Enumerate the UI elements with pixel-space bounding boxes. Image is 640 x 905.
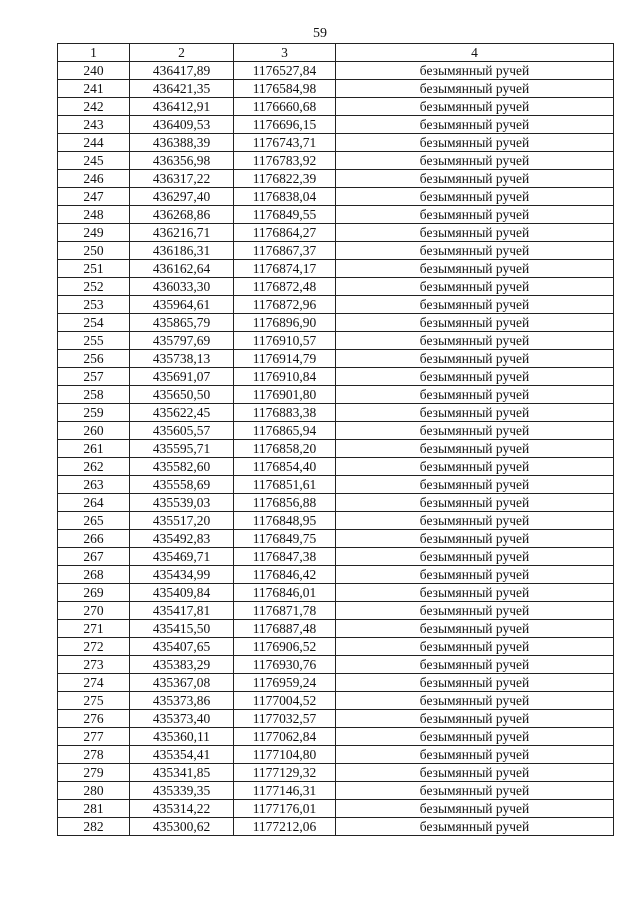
table-row (58, 800, 614, 818)
y-coordinate-cell: 1176856,88 (234, 494, 336, 512)
x-coordinate-cell: 435367,08 (130, 674, 234, 692)
table-row (58, 242, 614, 260)
description-cell: безымянный ручей (336, 602, 614, 620)
y-coordinate-cell: 1176660,68 (234, 98, 336, 116)
x-coordinate-cell: 435469,71 (130, 548, 234, 566)
table-row (58, 440, 614, 458)
description-cell: безымянный ручей (336, 206, 614, 224)
table-row (58, 260, 614, 278)
x-coordinate-cell: 435409,84 (130, 584, 234, 602)
point-number-cell: 245 (58, 152, 130, 170)
description-cell: безымянный ручей (336, 386, 614, 404)
point-number-cell: 251 (58, 260, 130, 278)
table-row (58, 494, 614, 512)
table-body (58, 62, 614, 836)
x-coordinate-cell: 436409,53 (130, 116, 234, 134)
table-row (58, 386, 614, 404)
y-coordinate-cell: 1177062,84 (234, 728, 336, 746)
point-number-cell: 281 (58, 800, 130, 818)
x-coordinate-cell: 436412,91 (130, 98, 234, 116)
y-coordinate-cell: 1177176,01 (234, 800, 336, 818)
y-coordinate-cell: 1176874,17 (234, 260, 336, 278)
description-cell: безымянный ручей (336, 242, 614, 260)
point-number-cell: 270 (58, 602, 130, 620)
y-coordinate-cell: 1176851,61 (234, 476, 336, 494)
description-cell: безымянный ручей (336, 98, 614, 116)
table-row (58, 458, 614, 476)
x-coordinate-cell: 435373,86 (130, 692, 234, 710)
description-cell: безымянный ручей (336, 800, 614, 818)
x-coordinate-cell: 435582,60 (130, 458, 234, 476)
y-coordinate-cell: 1176872,96 (234, 296, 336, 314)
x-coordinate-cell: 436421,35 (130, 80, 234, 98)
header-cell-4: 4 (336, 44, 614, 62)
y-coordinate-cell: 1176901,80 (234, 386, 336, 404)
table-row (58, 62, 614, 80)
description-cell: безымянный ручей (336, 764, 614, 782)
table-row (58, 422, 614, 440)
description-cell: безымянный ручей (336, 62, 614, 80)
description-cell: безымянный ручей (336, 530, 614, 548)
description-cell: безымянный ручей (336, 152, 614, 170)
point-number-cell: 258 (58, 386, 130, 404)
y-coordinate-cell: 1176883,38 (234, 404, 336, 422)
y-coordinate-cell: 1176783,92 (234, 152, 336, 170)
point-number-cell: 272 (58, 638, 130, 656)
x-coordinate-cell: 435622,45 (130, 404, 234, 422)
table-row (58, 620, 614, 638)
table-row (58, 728, 614, 746)
point-number-cell: 257 (58, 368, 130, 386)
table-row (58, 782, 614, 800)
point-number-cell: 280 (58, 782, 130, 800)
description-cell: безымянный ручей (336, 638, 614, 656)
x-coordinate-cell: 435434,99 (130, 566, 234, 584)
description-cell: безымянный ручей (336, 440, 614, 458)
description-cell: безымянный ручей (336, 674, 614, 692)
y-coordinate-cell: 1177004,52 (234, 692, 336, 710)
x-coordinate-cell: 435407,65 (130, 638, 234, 656)
y-coordinate-cell: 1176822,39 (234, 170, 336, 188)
x-coordinate-cell: 435383,29 (130, 656, 234, 674)
description-cell: безымянный ручей (336, 458, 614, 476)
y-coordinate-cell: 1176527,84 (234, 62, 336, 80)
x-coordinate-cell: 435417,81 (130, 602, 234, 620)
x-coordinate-cell: 435341,85 (130, 764, 234, 782)
y-coordinate-cell: 1177212,06 (234, 818, 336, 836)
y-coordinate-cell: 1176910,57 (234, 332, 336, 350)
description-cell: безымянный ручей (336, 584, 614, 602)
table-row (58, 674, 614, 692)
y-coordinate-cell: 1176696,15 (234, 116, 336, 134)
point-number-cell: 275 (58, 692, 130, 710)
y-coordinate-cell: 1176847,38 (234, 548, 336, 566)
point-number-cell: 263 (58, 476, 130, 494)
x-coordinate-cell: 435492,83 (130, 530, 234, 548)
description-cell: безымянный ручей (336, 818, 614, 836)
header-row (58, 44, 614, 62)
description-cell: безымянный ручей (336, 728, 614, 746)
description-cell: безымянный ручей (336, 188, 614, 206)
point-number-cell: 241 (58, 80, 130, 98)
y-coordinate-cell: 1176914,79 (234, 350, 336, 368)
point-number-cell: 282 (58, 818, 130, 836)
table-row (58, 566, 614, 584)
description-cell: безымянный ручей (336, 134, 614, 152)
x-coordinate-cell: 435354,41 (130, 746, 234, 764)
y-coordinate-cell: 1176848,95 (234, 512, 336, 530)
point-number-cell: 244 (58, 134, 130, 152)
table-row (58, 116, 614, 134)
x-coordinate-cell: 436268,86 (130, 206, 234, 224)
x-coordinate-cell: 436162,64 (130, 260, 234, 278)
description-cell: безымянный ручей (336, 494, 614, 512)
point-number-cell: 266 (58, 530, 130, 548)
description-cell: безымянный ручей (336, 350, 614, 368)
x-coordinate-cell: 435691,07 (130, 368, 234, 386)
x-coordinate-cell: 435300,62 (130, 818, 234, 836)
table-row (58, 206, 614, 224)
table-row (58, 224, 614, 242)
y-coordinate-cell: 1176959,24 (234, 674, 336, 692)
y-coordinate-cell: 1177146,31 (234, 782, 336, 800)
point-number-cell: 250 (58, 242, 130, 260)
table-row (58, 350, 614, 368)
point-number-cell: 277 (58, 728, 130, 746)
point-number-cell: 253 (58, 296, 130, 314)
table-row (58, 764, 614, 782)
x-coordinate-cell: 435964,61 (130, 296, 234, 314)
description-cell: безымянный ручей (336, 566, 614, 584)
x-coordinate-cell: 436297,40 (130, 188, 234, 206)
table-row (58, 278, 614, 296)
x-coordinate-cell: 436417,89 (130, 62, 234, 80)
point-number-cell: 264 (58, 494, 130, 512)
table-row (58, 512, 614, 530)
header-cell-2: 2 (130, 44, 234, 62)
y-coordinate-cell: 1176858,20 (234, 440, 336, 458)
table-row (58, 188, 614, 206)
x-coordinate-cell: 436356,98 (130, 152, 234, 170)
y-coordinate-cell: 1177032,57 (234, 710, 336, 728)
description-cell: безымянный ручей (336, 692, 614, 710)
description-cell: безымянный ручей (336, 710, 614, 728)
table-row (58, 314, 614, 332)
x-coordinate-cell: 435373,40 (130, 710, 234, 728)
table-row (58, 98, 614, 116)
description-cell: безымянный ручей (336, 224, 614, 242)
y-coordinate-cell: 1176871,78 (234, 602, 336, 620)
point-number-cell: 278 (58, 746, 130, 764)
x-coordinate-cell: 436216,71 (130, 224, 234, 242)
table-row (58, 710, 614, 728)
description-cell: безымянный ручей (336, 746, 614, 764)
description-cell: безымянный ручей (336, 404, 614, 422)
point-number-cell: 274 (58, 674, 130, 692)
point-number-cell: 273 (58, 656, 130, 674)
description-cell: безымянный ручей (336, 620, 614, 638)
table-row (58, 548, 614, 566)
y-coordinate-cell: 1177104,80 (234, 746, 336, 764)
description-cell: безымянный ручей (336, 368, 614, 386)
header-cell-3: 3 (234, 44, 336, 62)
table-row (58, 152, 614, 170)
point-number-cell: 246 (58, 170, 130, 188)
x-coordinate-cell: 435558,69 (130, 476, 234, 494)
y-coordinate-cell: 1176910,84 (234, 368, 336, 386)
y-coordinate-cell: 1176930,76 (234, 656, 336, 674)
point-number-cell: 271 (58, 620, 130, 638)
description-cell: безымянный ручей (336, 656, 614, 674)
page-number: 59 (313, 26, 327, 41)
point-number-cell: 247 (58, 188, 130, 206)
point-number-cell: 255 (58, 332, 130, 350)
table-header (58, 44, 614, 62)
point-number-cell: 254 (58, 314, 130, 332)
point-number-cell: 243 (58, 116, 130, 134)
description-cell: безымянный ручей (336, 260, 614, 278)
x-coordinate-cell: 435415,50 (130, 620, 234, 638)
point-number-cell: 262 (58, 458, 130, 476)
x-coordinate-cell: 435865,79 (130, 314, 234, 332)
y-coordinate-cell: 1176846,42 (234, 566, 336, 584)
point-number-cell: 248 (58, 206, 130, 224)
description-cell: безымянный ручей (336, 278, 614, 296)
table-row (58, 170, 614, 188)
x-coordinate-cell: 436388,39 (130, 134, 234, 152)
point-number-cell: 249 (58, 224, 130, 242)
description-cell: безымянный ручей (336, 422, 614, 440)
description-cell: безымянный ручей (336, 548, 614, 566)
point-number-cell: 276 (58, 710, 130, 728)
point-number-cell: 279 (58, 764, 130, 782)
description-cell: безымянный ручей (336, 80, 614, 98)
y-coordinate-cell: 1176854,40 (234, 458, 336, 476)
x-coordinate-cell: 435605,57 (130, 422, 234, 440)
y-coordinate-cell: 1176872,48 (234, 278, 336, 296)
description-cell: безымянный ручей (336, 116, 614, 134)
description-cell: безымянный ручей (336, 512, 614, 530)
point-number-cell: 242 (58, 98, 130, 116)
y-coordinate-cell: 1176887,48 (234, 620, 336, 638)
description-cell: безымянный ручей (336, 332, 614, 350)
y-coordinate-cell: 1176743,71 (234, 134, 336, 152)
description-cell: безымянный ручей (336, 314, 614, 332)
table-row (58, 692, 614, 710)
table-row (58, 80, 614, 98)
x-coordinate-cell: 435738,13 (130, 350, 234, 368)
table-row (58, 818, 614, 836)
table-row (58, 332, 614, 350)
y-coordinate-cell: 1176838,04 (234, 188, 336, 206)
description-cell: безымянный ручей (336, 296, 614, 314)
point-number-cell: 260 (58, 422, 130, 440)
y-coordinate-cell: 1176865,94 (234, 422, 336, 440)
x-coordinate-cell: 435360,11 (130, 728, 234, 746)
x-coordinate-cell: 435314,22 (130, 800, 234, 818)
y-coordinate-cell: 1176906,52 (234, 638, 336, 656)
x-coordinate-cell: 436186,31 (130, 242, 234, 260)
y-coordinate-cell: 1177129,32 (234, 764, 336, 782)
x-coordinate-cell: 435517,20 (130, 512, 234, 530)
table-row (58, 368, 614, 386)
point-number-cell: 265 (58, 512, 130, 530)
point-number-cell: 261 (58, 440, 130, 458)
x-coordinate-cell: 436033,30 (130, 278, 234, 296)
x-coordinate-cell: 435539,03 (130, 494, 234, 512)
table-row (58, 602, 614, 620)
y-coordinate-cell: 1176896,90 (234, 314, 336, 332)
point-number-cell: 267 (58, 548, 130, 566)
header-cell-1: 1 (58, 44, 130, 62)
description-cell: безымянный ручей (336, 170, 614, 188)
x-coordinate-cell: 435797,69 (130, 332, 234, 350)
table-row (58, 584, 614, 602)
x-coordinate-cell: 436317,22 (130, 170, 234, 188)
y-coordinate-cell: 1176867,37 (234, 242, 336, 260)
table-row (58, 656, 614, 674)
point-number-cell: 259 (58, 404, 130, 422)
table-row (58, 746, 614, 764)
table-row (58, 530, 614, 548)
description-cell: безымянный ручей (336, 476, 614, 494)
table-row (58, 296, 614, 314)
y-coordinate-cell: 1176846,01 (234, 584, 336, 602)
table-row (58, 638, 614, 656)
y-coordinate-cell: 1176864,27 (234, 224, 336, 242)
y-coordinate-cell: 1176849,75 (234, 530, 336, 548)
x-coordinate-cell: 435595,71 (130, 440, 234, 458)
x-coordinate-cell: 435339,35 (130, 782, 234, 800)
coordinates-table (57, 43, 614, 836)
table-row (58, 476, 614, 494)
point-number-cell: 268 (58, 566, 130, 584)
point-number-cell: 256 (58, 350, 130, 368)
description-cell: безымянный ручей (336, 782, 614, 800)
y-coordinate-cell: 1176584,98 (234, 80, 336, 98)
point-number-cell: 269 (58, 584, 130, 602)
point-number-cell: 240 (58, 62, 130, 80)
point-number-cell: 252 (58, 278, 130, 296)
table-row (58, 404, 614, 422)
x-coordinate-cell: 435650,50 (130, 386, 234, 404)
y-coordinate-cell: 1176849,55 (234, 206, 336, 224)
table-row (58, 134, 614, 152)
